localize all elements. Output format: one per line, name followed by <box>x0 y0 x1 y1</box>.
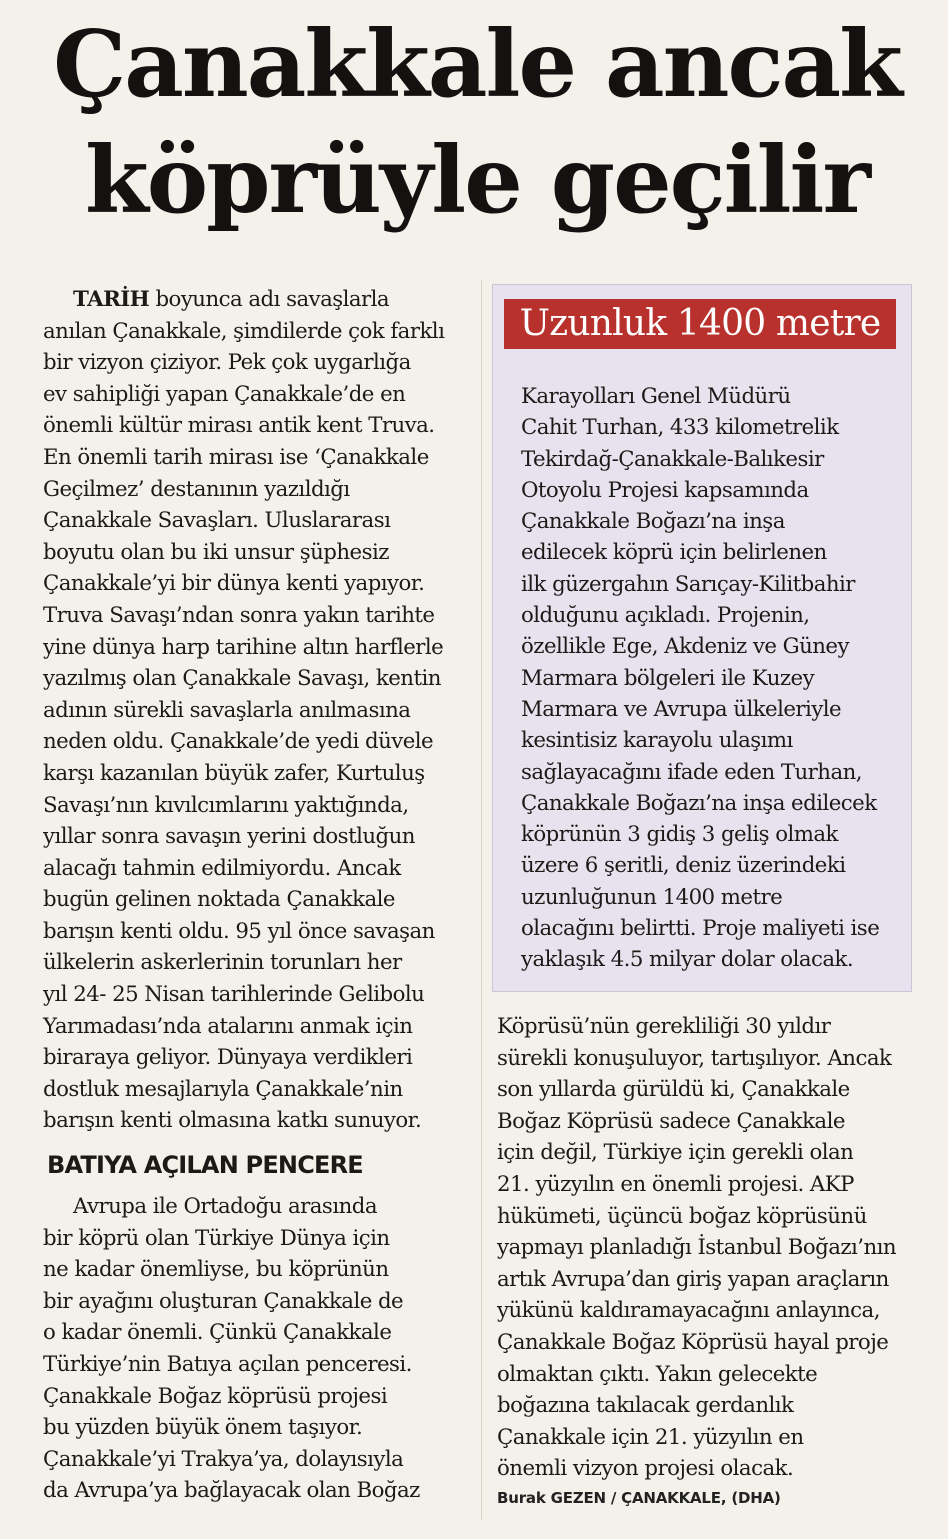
headline-line-2: köprüyle geçilir <box>85 126 869 234</box>
lead-dropword: TARİH <box>73 287 150 312</box>
sidebar-text-block <box>521 381 905 976</box>
sidebar-paragraph: Karayolları Genel Müdürü Cahit Turhan, 433 kilometrelik Tekirdağ-Çanakkale-Balıkesir Otoyolu Projesi kapsamında Çanakkale Boğazı’na inşa edilecek köprü için belirlenen ilk güzergahın Sarıçay-Kilitbahir olduğunu açıkladı. Projenin, özellikle Ege, Akdeniz ve Güney Marmara bölgeleri ile Kuzey Marmara ve Avrupa ülkeleriyle kesintisiz karayolu ulaşımı sağlayacağını ifade eden Turhan, Çanakkale Boğazı’na inşa edilecek köprünün 3 gidiş 3 geliş olmak üzere 6 şeritli, deniz üzerindeki uzunluğunun 1400 metre olacağını belirtti. Proje maliyeti ise yaklaşık 4.5 milyar dolar olacak. <box>521 384 880 973</box>
left-column <box>43 284 473 1507</box>
section2-paragraph: Avrupa ile Ortadoğu arasında bir köprü olan Türkiye Dünya için ne kadar önemliyse, bu köprünün bir ayağını oluşturan Çanakkale de o kadar önemli. Çünkü Çanakkale Türkiye’nin Batıya açılan penceresi. Çanakkale Boğaz köprüsü projesi bu yüzden büyük önem taşıyor. Çanakkale’yi Trakya’ya, dolayısıyla da Avrupa’ya bağlayacak olan Boğaz <box>43 1194 420 1504</box>
section-subhead: BATIYA AÇILAN PENCERE <box>47 1151 363 1180</box>
lead-paragraph <box>43 284 473 1137</box>
sidebar-box <box>492 284 912 992</box>
continuation-paragraph: Köprüsü’nün gerekliliği 30 yıldır sürekli konuşuluyor, tartışılıyor. Ancak son yıllarda gürüldü ki, Çanakkale Boğaz Köprüsü sadece Çanakkale için değil, Türkiye için gerekli olan 21. yüzyılın en önemli projesi. AKP hükümeti, üçüncü boğaz köprüsünü yapmayı planladığı İstanbul Boğazı’nın artık Avrupa’dan giriş yapan araçların yükünü kaldıramayacağını anlayınca, Çanakkale Boğaz Köprüsü hayal proje olmaktan çıktı. Yakın gelecekte boğazına takılacak gerdanlık Çanakkale için 21. yüzyılın en önemli vizyon projesi olacak. <box>497 1014 897 1482</box>
byline: Burak GEZEN / ÇANAKKALE, (DHA) <box>497 1488 781 1507</box>
right-column <box>497 1011 917 1507</box>
sidebar-banner: Uzunluk 1400 metre <box>504 299 896 349</box>
headline-line-1: Çanakkale ancak <box>53 10 901 118</box>
lead-text: boyunca adı savaşlarla anılan Çanakkale, şimdilerde çok farklı bir vizyon çiziyor. Pek çok uygarlığa ev sahipliği yapan Çanakkale’de en önemli kültür mirası antik kent Truva. En önemli tarih mirası ise ‘Çanakkale Geçilmez’ destanının yazıldığı Çanakkale Savaşları. Uluslararası boyutu olan bu iki unsur şüphesiz Çanakkale’yi bir dünya kenti yapıyor. Truva Savaşı’ndan sonra yakın tarihte yine dünya harp tarihine altın harflerle yazılmış olan Çanakkale Savaşı, kentin adının sürekli savaşlarla anılmasına neden oldu. Çanakkale’de yedi düvele karşı kazanılan büyük zafer, Kurtuluş Savaşı’nın kıvılcımlarını yaktığında, yıllar sonra savaşın yerini dostluğun alacağı tahmin edilmiyordu. Ancak bugün gelinen noktada Çanakkale barışın kenti oldu. 95 yıl önce savaşan ülkelerin askerlerinin torunları her yıl 24- 25 Nisan tarihlerinde Gelibolu Yarımadası’nda atalarını anmak için biraraya geliyor. Dünyaya verdikleri dostluk mesajlarıyla Çanakkale’nin barışın kenti olmasına katkı sunuyor. <box>43 287 445 1134</box>
headline <box>22 6 932 238</box>
column-divider <box>481 280 482 1520</box>
